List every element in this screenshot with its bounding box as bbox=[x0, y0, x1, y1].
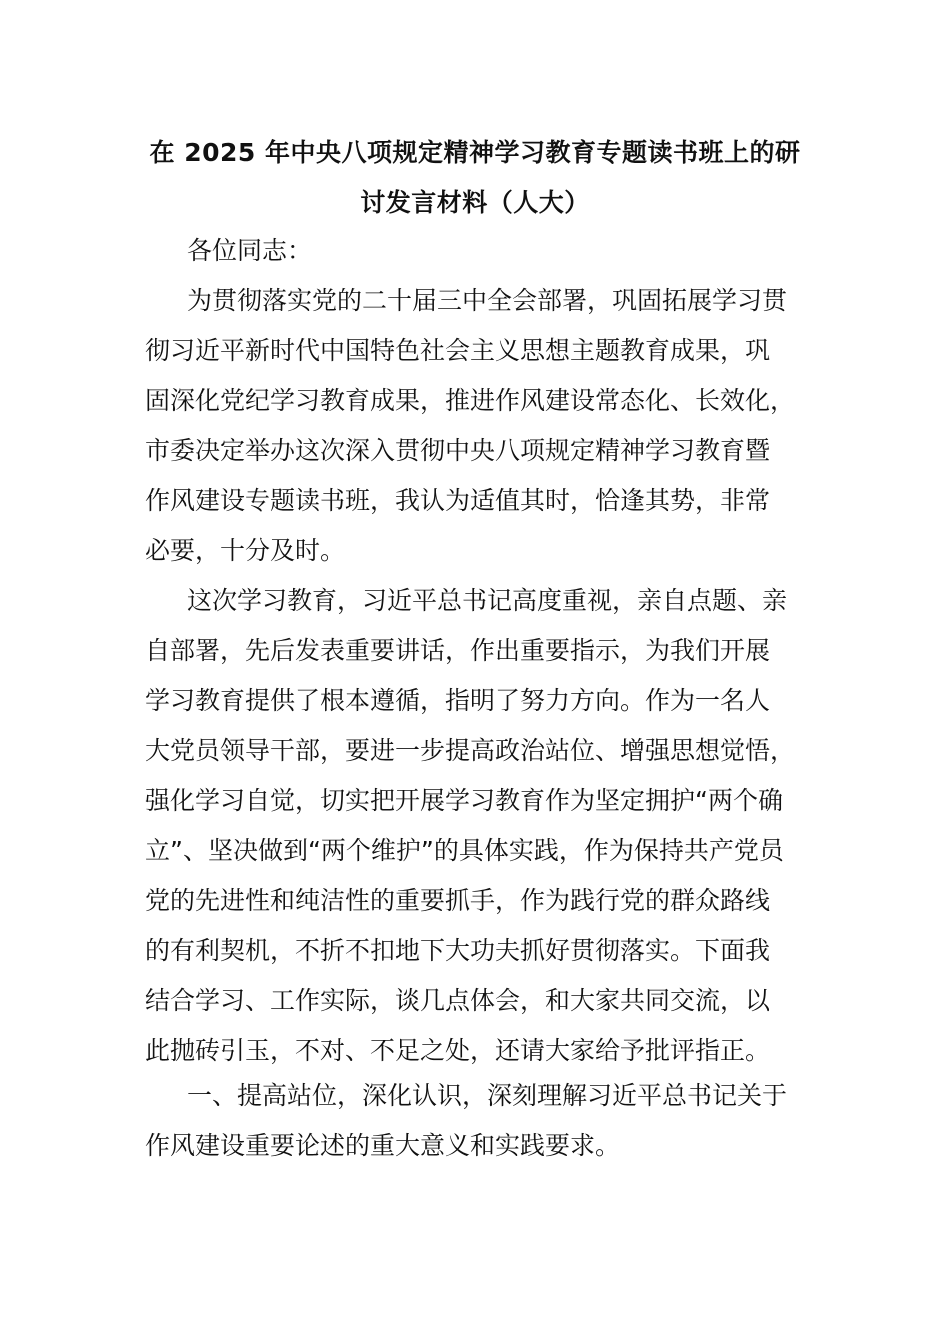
paragraph-2 bbox=[145, 576, 815, 1076]
section-heading-1 bbox=[145, 1071, 815, 1171]
paragraph-line: 固深化党纪学习教育成果，推进作风建设常态化、长效化， bbox=[145, 386, 796, 415]
section-heading-line: 作风建设重要论述的重大意义和实践要求。 bbox=[145, 1131, 621, 1160]
salutation: 各位同志： bbox=[187, 236, 313, 265]
title-line: 在 2025 年中央八项规定精神学习教育专题读书班上的研 bbox=[149, 138, 801, 167]
paragraph-line: 为贯彻落实党的二十届三中全会部署，巩固拓展学习贯 bbox=[187, 286, 788, 315]
section-heading-line: 一、提高站位，深化认识，深刻理解习近平总书记关于 bbox=[187, 1081, 788, 1110]
paragraph-line: 党的先进性和纯洁性的重要抓手，作为践行党的群众路线 bbox=[145, 886, 771, 915]
paragraph-line: 市委决定举办这次深入贯彻中央八项规定精神学习教育暨 bbox=[145, 436, 771, 465]
paragraph-line: 这次学习教育，习近平总书记高度重视，亲自点题、亲 bbox=[187, 586, 788, 615]
paragraph-line: 此抛砖引玉，不对、不足之处，还请大家给予批评指正。 bbox=[145, 1036, 771, 1065]
paragraph-line: 立”、坚决做到“两个维护”的具体实践，作为保持共产党员 bbox=[145, 836, 784, 865]
paragraph-line: 彻习近平新时代中国特色社会主义思想主题教育成果，巩 bbox=[145, 336, 771, 365]
salutation-block bbox=[145, 226, 815, 276]
paragraph-line: 必要，十分及时。 bbox=[145, 536, 346, 565]
paragraph-line: 学习教育提供了根本遵循，指明了努力方向。作为一名人 bbox=[145, 686, 771, 715]
paragraph-line: 强化学习自觉，切实把开展学习教育作为坚定拥护“两个确 bbox=[145, 786, 783, 815]
document-title bbox=[140, 128, 810, 228]
paragraph-line: 作风建设专题读书班，我认为适值其时，恰逢其势，非常 bbox=[145, 486, 771, 515]
paragraph-line: 大党员领导干部，要进一步提高政治站位、增强思想觉悟， bbox=[145, 736, 796, 765]
title-line: 讨发言材料（人大） bbox=[360, 188, 590, 217]
paragraph-1 bbox=[145, 276, 815, 576]
paragraph-line: 的有利契机，不折不扣地下大功夫抓好贯彻落实。下面我 bbox=[145, 936, 771, 965]
paragraph-line: 自部署，先后发表重要讲话，作出重要指示，为我们开展 bbox=[145, 636, 771, 665]
paragraph-line: 结合学习、工作实际，谈几点体会，和大家共同交流，以 bbox=[145, 986, 771, 1015]
